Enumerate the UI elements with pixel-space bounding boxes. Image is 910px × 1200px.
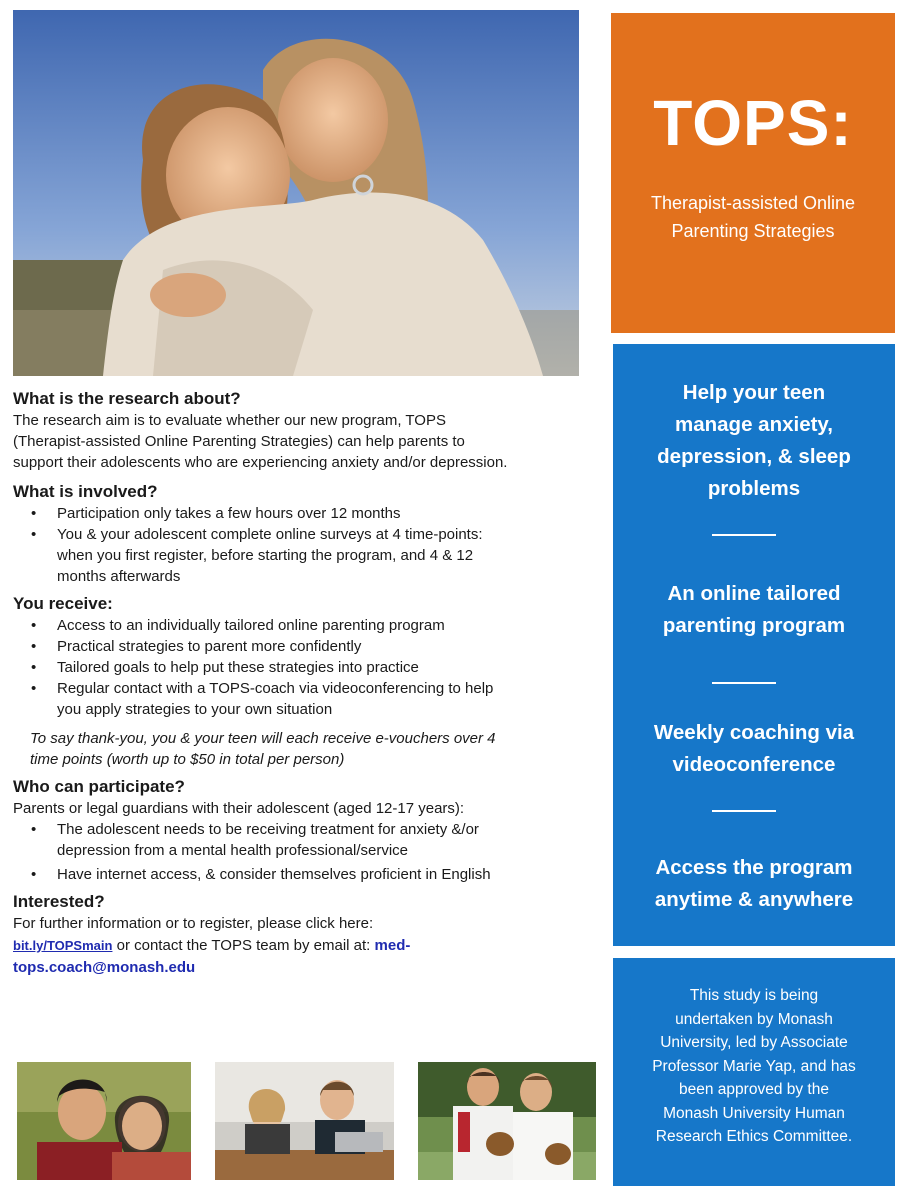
list-item (57, 819, 605, 861)
thumbnail-photo-baseball-boys (418, 1062, 596, 1180)
ethics-panel (613, 958, 895, 1186)
list-item (57, 636, 605, 657)
involved-section (13, 481, 605, 587)
feature-line: Weekly coaching via (653, 721, 855, 744)
features-panel (613, 344, 895, 946)
feature-weekly-coaching (613, 717, 895, 781)
thumbnail-photo-study-session (215, 1062, 394, 1180)
list-item (57, 657, 605, 678)
page-title: TOPS: (653, 87, 853, 159)
feature-line: manage anxiety, (675, 413, 833, 436)
participate-section (13, 776, 605, 885)
subtitle-line: Therapist-assisted Online (650, 193, 856, 213)
title-panel (611, 13, 895, 333)
participate-heading: Who can participate? (13, 777, 185, 796)
ethics-text (633, 984, 875, 1149)
feature-line: Access the program (655, 856, 853, 879)
feature-divider (712, 810, 776, 812)
list-item-text: Have internet access, & consider themselves proficient in English (57, 866, 491, 883)
feature-online-program (613, 578, 895, 642)
feature-line: anytime & anywhere (654, 888, 854, 911)
thank-you-note (30, 728, 605, 770)
feature-line: Help your teen (682, 381, 826, 404)
email-link-part1[interactable]: med- (374, 937, 411, 954)
feature-access-anywhere (613, 852, 895, 916)
list-item-text: • Regular contact with a TOPS-coach via videoconferencing to help (57, 680, 494, 697)
research-text-line: support their adolescents who are experiencing anxiety and/or depression. (13, 454, 508, 471)
list-item-text: • You & your adolescent complete online surveys at 4 time-points: (57, 526, 483, 543)
research-text-line: The research aim is to evaluate whether our new program, TOPS (13, 412, 446, 429)
list-item-text: you apply strategies to your own situation (57, 701, 333, 718)
receive-list (13, 615, 605, 720)
list-item (57, 503, 605, 524)
thank-you-line: time points (worth up to $50 in total per person) (30, 751, 345, 768)
subtitle-line: Parenting Strategies (671, 221, 835, 241)
feature-divider (712, 682, 776, 684)
interested-section (13, 891, 605, 978)
contact-text: or contact the TOPS team by email at: (112, 937, 375, 954)
ethics-line: University, led by Associate (660, 1034, 848, 1051)
involved-list (13, 503, 605, 587)
register-link[interactable]: bit.ly/TOPSmain (13, 938, 113, 953)
list-item-text: when you first register, before starting the program, and 4 & 12 (57, 547, 474, 564)
list-item-text: • The adolescent needs to be receiving treatment for anxiety &/or (57, 821, 479, 838)
ethics-line: undertaken by Monash (675, 1010, 833, 1028)
feature-line: videoconference (672, 753, 836, 776)
feature-help-teen (613, 377, 895, 505)
list-item (57, 524, 605, 587)
thumbnail-photo-teen-and-parent (17, 1062, 191, 1180)
receive-section (13, 593, 605, 770)
feature-line: problems (707, 477, 801, 500)
list-item-text: Participation only takes a few hours over 12 months (57, 505, 401, 522)
ethics-line: Professor Marie Yap, and has (652, 1057, 856, 1075)
list-item (57, 615, 605, 636)
feature-line: An online tailored (667, 582, 841, 605)
research-heading: What is the research about? (13, 389, 241, 408)
hero-photo-mother-daughter (13, 10, 579, 376)
participate-list (13, 819, 605, 885)
feature-line: parenting program (662, 614, 846, 637)
feature-line: depression, & sleep (657, 445, 851, 468)
ethics-line: This study is being (689, 987, 819, 1004)
interested-text: For further information or to register, please click here: (13, 915, 374, 932)
list-item-text: months afterwards (57, 568, 181, 585)
page-subtitle (611, 189, 895, 245)
ethics-line: Monash University Human (663, 1104, 845, 1122)
research-text-line: (Therapist-assisted Online Parenting Strategies) can help parents to (13, 433, 465, 450)
contact-line (13, 934, 605, 958)
thank-you-line: To say thank-you, you & your teen will each receive e-vouchers over 4 (30, 730, 496, 747)
contact-line-2 (13, 958, 605, 978)
list-item-text: Access to an individually tailored online parenting program (57, 617, 445, 634)
involved-heading: What is involved? (13, 482, 158, 501)
ethics-line: Research Ethics Committee. (655, 1128, 853, 1145)
ethics-line: been approved by the (679, 1081, 829, 1098)
list-item (57, 678, 605, 720)
list-item-text: depression from a mental health professional/service (57, 842, 409, 859)
receive-heading: You receive: (13, 594, 113, 613)
main-content (13, 388, 605, 984)
list-item (57, 864, 605, 885)
list-item-text: Practical strategies to parent more confidently (57, 638, 362, 655)
email-link-part2[interactable]: tops.coach@monash.edu (13, 959, 196, 976)
list-item-text: Tailored goals to help put these strategies into practice (57, 659, 419, 676)
research-section (13, 388, 605, 473)
interested-heading: Interested? (13, 892, 105, 911)
feature-divider (712, 534, 776, 536)
participate-intro: Parents or legal guardians with their adolescent (aged 12-17 years): (13, 800, 465, 817)
